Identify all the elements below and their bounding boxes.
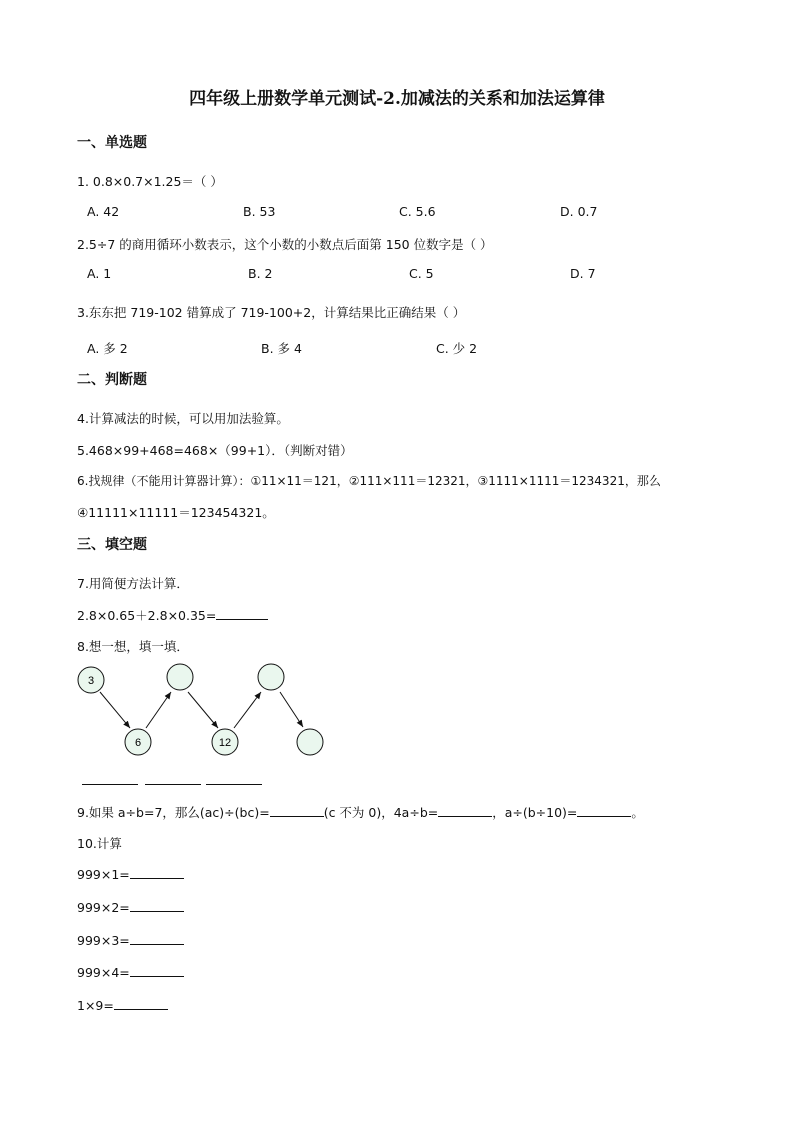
answer-blank[interactable] xyxy=(438,804,492,817)
q3-option-a: A. 多 2 xyxy=(87,341,128,356)
q7-expr-text: 2.8×0.65＋2.8×0.35= xyxy=(77,608,217,623)
question-7: 7.用简便方法计算． xyxy=(77,576,189,591)
answer-blank[interactable] xyxy=(270,804,324,817)
answer-blank[interactable] xyxy=(577,804,631,817)
arrow xyxy=(234,692,261,728)
question-4: 4.计算减法的时候，可以用加法验算。 xyxy=(77,411,289,426)
question-8: 8.想一想，填一填． xyxy=(77,639,189,654)
answer-blank[interactable] xyxy=(130,932,184,945)
q1-option-a: A. 42 xyxy=(87,204,120,219)
calc-item xyxy=(77,997,168,1013)
pattern-node-label: 12 xyxy=(218,737,232,749)
answer-blank[interactable] xyxy=(145,784,201,785)
answer-blank[interactable] xyxy=(114,997,168,1010)
question-1: 1. 0.8×0.7×1.25＝（ ） xyxy=(77,174,223,189)
calc-item xyxy=(77,866,184,882)
arrow xyxy=(188,692,218,728)
answer-blank[interactable] xyxy=(206,784,262,785)
q1-option-b: B. 53 xyxy=(243,204,276,219)
calc-expr: 1×9= xyxy=(77,998,114,1013)
q2-option-a: A. 1 xyxy=(87,266,112,281)
calc-item xyxy=(77,899,184,915)
number-pattern-diagram xyxy=(70,655,330,760)
question-5: 5.468×99+468=468×（99+1）．（判断对错） xyxy=(77,443,353,458)
calc-item xyxy=(77,964,184,980)
q9-part-3: ，a÷(b÷10)= xyxy=(492,805,578,820)
answer-blank[interactable] xyxy=(216,607,268,620)
answer-blank[interactable] xyxy=(130,866,184,879)
section-heading-single-choice: 一、单选题 xyxy=(77,135,147,151)
calc-expr: 999×4= xyxy=(77,965,130,980)
q3-option-b: B. 多 4 xyxy=(261,341,302,356)
q2-option-b: B. 2 xyxy=(248,266,273,281)
q2-option-d: D. 7 xyxy=(570,266,596,281)
arrow xyxy=(100,692,130,728)
arrow xyxy=(280,692,303,727)
question-9 xyxy=(77,803,644,821)
q1-option-d: D. 0.7 xyxy=(560,204,598,219)
q9-part-4: 。 xyxy=(631,805,644,820)
pattern-node-blank[interactable] xyxy=(167,664,193,690)
calc-item xyxy=(77,932,184,948)
question-6-line-2: ④11111×11111＝123454321。 xyxy=(77,505,275,520)
q2-option-c: C. 5 xyxy=(409,266,434,281)
question-2: 2.5÷7 的商用循环小数表示，这个小数的小数点后面第 150 位数字是（ ） xyxy=(77,237,493,252)
q1-option-c: C. 5.6 xyxy=(399,204,436,219)
section-heading-true-false: 二、判断题 xyxy=(77,372,147,388)
answer-blank[interactable] xyxy=(130,964,184,977)
question-6-line-1: 6.找规律（不能用计算器计算）：①11×11＝121，②111×111＝12321，③1111×1111＝1234321，那么 xyxy=(77,474,661,488)
pattern-node-blank[interactable] xyxy=(297,729,323,755)
answer-blank[interactable] xyxy=(130,899,184,912)
page-title: 四年级上册数学单元测试-2.加减法的关系和加法运算律 xyxy=(189,89,605,109)
calc-expr: 999×3= xyxy=(77,933,130,948)
pattern-node-label: 3 xyxy=(87,675,95,687)
q3-option-c: C. 少 2 xyxy=(436,341,478,356)
q9-part-1: 9.如果 a÷b=7，那么(ac)÷(bc)= xyxy=(77,805,270,820)
question-7-expression xyxy=(77,606,268,624)
pattern-node-blank[interactable] xyxy=(258,664,284,690)
question-10: 10.计算 xyxy=(77,836,122,851)
calc-expr: 999×1= xyxy=(77,867,130,882)
answer-blank[interactable] xyxy=(82,784,138,785)
arrow xyxy=(146,692,171,728)
calc-expr: 999×2= xyxy=(77,900,130,915)
pattern-node-label: 6 xyxy=(134,737,142,749)
q9-part-2: (c 不为 0)，4a÷b= xyxy=(323,805,439,820)
question-3: 3.东东把 719-102 错算成了 719-100+2，计算结果比正确结果（ ） xyxy=(77,305,466,320)
section-heading-fill-blank: 三、填空题 xyxy=(77,537,147,553)
